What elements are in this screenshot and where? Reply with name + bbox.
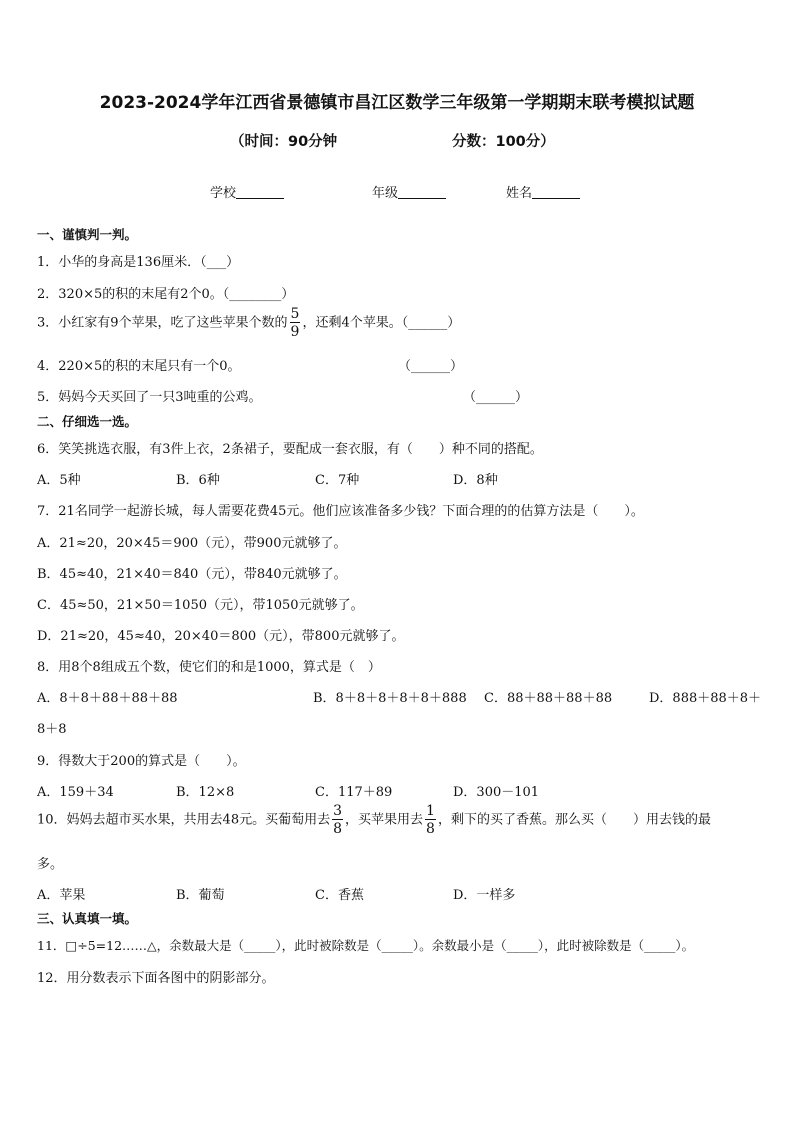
- question-7: 7．21名同学一起游长城，每人需要花费45元。他们应该准备多少钱？下面合理的的估算方法是（ ）。: [37, 504, 644, 519]
- question-3-text: 3．小红家有9个苹果，吃了这些苹果个数的: [37, 315, 288, 331]
- grade-field: [372, 182, 446, 201]
- question-9: 9．得数大于200的算式是（ ）。: [37, 754, 246, 769]
- exam-time: （时间：90分钟: [230, 134, 338, 150]
- exam-score: 分数：100分）: [452, 134, 555, 150]
- section-1-heading: 一、谨慎判一判。: [37, 227, 138, 242]
- exam-title: 2023-2024学年江西省景德镇市昌江区数学三年级第一学期期末联考模拟试题: [99, 93, 695, 113]
- q7-option-d[interactable]: D．21≈20，45≈40，20×40＝800（元），带800元就够了。: [37, 629, 405, 644]
- grade-blank[interactable]: [398, 186, 446, 199]
- q7-option-c[interactable]: C．45≈50，21×50＝1050（元），带1050元就够了。: [37, 598, 364, 613]
- question-2: 2．320×5的积的末尾有2个0。（________）: [37, 287, 295, 302]
- question-4: 4．220×5的积的末尾只有一个0。: [37, 359, 241, 374]
- q6-option-c[interactable]: C．7种: [315, 473, 360, 488]
- question-3: [37, 307, 460, 339]
- fraction-3-8: $\frac{3}{8}$: [333, 803, 343, 837]
- section-3-heading: 三、认真填一填。: [37, 911, 138, 926]
- q8-option-b[interactable]: B．8＋8＋8＋8＋8＋888: [313, 691, 467, 706]
- q8-option-c[interactable]: C．88＋88＋88＋88: [484, 691, 613, 706]
- q10-option-d[interactable]: D．一样多: [453, 888, 516, 903]
- question-3-rest: ，还剩4个苹果。（______）: [302, 315, 461, 331]
- q7-option-b[interactable]: B．45≈40，21×40＝840（元），带840元就够了。: [37, 567, 347, 582]
- q8-option-d-continued: 8＋8: [37, 722, 67, 737]
- school-label: 学校: [210, 186, 237, 201]
- question-4-blank[interactable]: （______）: [398, 359, 464, 374]
- name-label: 姓名: [506, 186, 533, 201]
- question-10-continued: 多。: [37, 857, 64, 872]
- question-10-mid: ，买苹果用去: [345, 812, 424, 828]
- fraction-5-9: $\frac{5}{9}$: [290, 306, 300, 340]
- question-8: 8．用8个8组成五个数，使它们的和是1000，算式是（ ）: [37, 660, 381, 675]
- school-field: [210, 182, 284, 201]
- question-5: 5．妈妈今天买回了一只3吨重的公鸡。: [37, 390, 262, 405]
- q9-option-d[interactable]: D．300－101: [453, 785, 540, 800]
- question-5-blank[interactable]: （______）: [463, 390, 529, 405]
- grade-label: 年级: [372, 186, 399, 201]
- section-2-heading: 二、仔细选一选。: [37, 414, 138, 429]
- fraction-1-8: $\frac{1}{8}$: [426, 803, 435, 837]
- q6-option-d[interactable]: D．8种: [453, 473, 498, 488]
- q9-option-b[interactable]: B．12×8: [176, 785, 235, 800]
- q6-option-a[interactable]: A．5种: [37, 473, 81, 488]
- q9-option-a[interactable]: A．159＋34: [37, 785, 114, 800]
- q10-option-b[interactable]: B．葡萄: [176, 888, 225, 903]
- question-10-text: 10．妈妈去超市买水果，共用去48元。买葡萄用去: [37, 812, 331, 828]
- q10-option-a[interactable]: A．苹果: [37, 888, 86, 903]
- name-field: [506, 182, 580, 201]
- school-blank[interactable]: [236, 186, 284, 199]
- q10-option-c[interactable]: C．香蕉: [315, 888, 364, 903]
- question-1: 1．小华的身高是136厘米．（___）: [37, 255, 240, 270]
- q6-option-b[interactable]: B．6种: [176, 473, 220, 488]
- question-10-rest: ，剩下的买了香蕉。那么买（ ）用去钱的最: [437, 812, 711, 828]
- question-6: 6．笑笑挑选衣服，有3件上衣，2条裙子，要配成一套衣服，有（ ）种不同的搭配。: [37, 442, 543, 457]
- q8-option-a[interactable]: A．8＋8＋88＋88＋88: [37, 691, 178, 706]
- question-11: 11．□÷5=12……△，余数最大是（_____），此时被除数是（_____）。余数最小是（_____），此时被除数是（_____）。: [37, 938, 695, 953]
- question-10: [37, 804, 711, 836]
- q8-option-d[interactable]: D．888＋88＋8＋: [649, 691, 762, 706]
- name-blank[interactable]: [532, 186, 580, 199]
- question-12: 12．用分数表示下面各图中的阴影部分。: [37, 971, 275, 986]
- q9-option-c[interactable]: C．117＋89: [315, 785, 393, 800]
- q7-option-a[interactable]: A．21≈20，20×45＝900（元），带900元就够了。: [37, 536, 347, 551]
